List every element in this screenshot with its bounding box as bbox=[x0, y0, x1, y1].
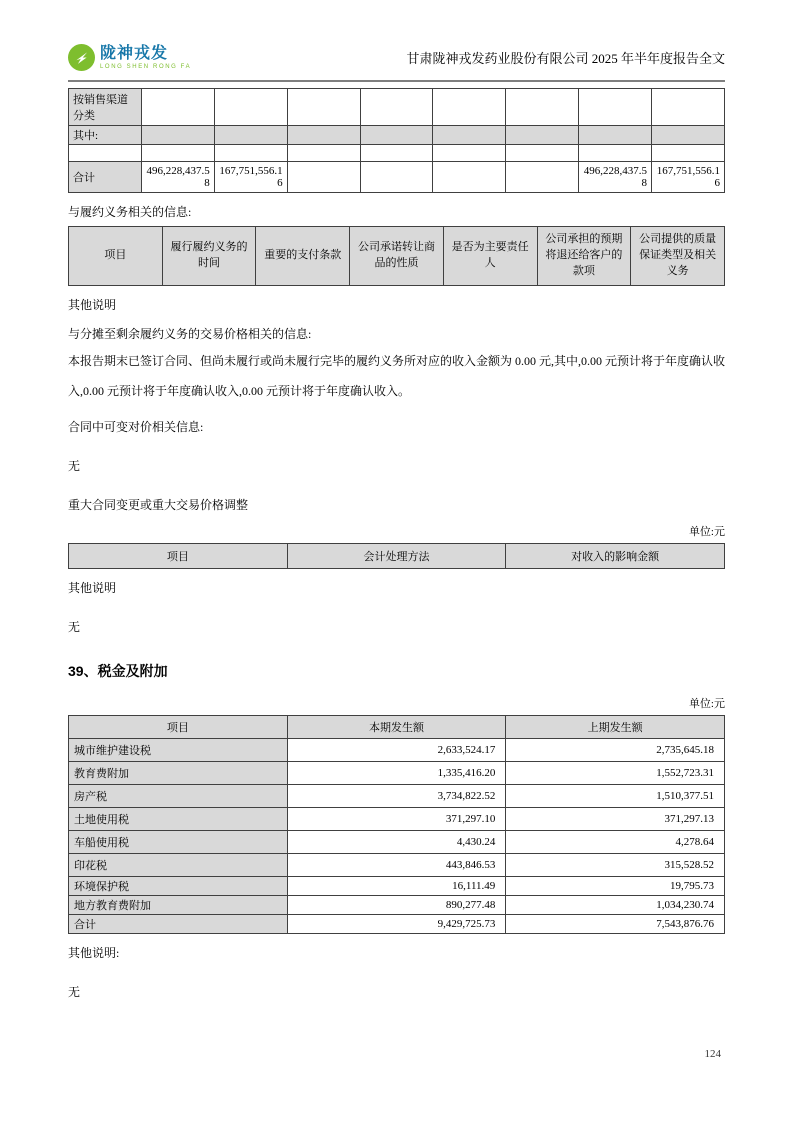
current-amount-cell: 443,846.53 bbox=[287, 854, 506, 877]
company-logo bbox=[68, 44, 191, 71]
empty-cell bbox=[360, 145, 433, 162]
column-header: 项目 bbox=[69, 227, 163, 286]
column-header: 是否为主要责任人 bbox=[443, 227, 537, 286]
sales-channel-table bbox=[68, 88, 725, 193]
tax-item-cell: 城市维护建设税 bbox=[69, 739, 288, 762]
prior-amount-cell: 1,552,723.31 bbox=[506, 762, 725, 785]
tax-item-cell: 地方教育费附加 bbox=[69, 896, 288, 915]
empty-cell bbox=[506, 126, 579, 145]
table-header-row bbox=[69, 227, 725, 286]
empty-cell bbox=[652, 145, 725, 162]
column-header: 项目 bbox=[69, 544, 288, 569]
row-label-cell: 按销售渠道分类 bbox=[69, 89, 142, 126]
tax-item-cell: 土地使用税 bbox=[69, 808, 288, 831]
column-header: 对收入的影响金额 bbox=[506, 544, 725, 569]
logo-subtext: LONG SHEN RONG FA bbox=[100, 63, 192, 70]
prior-amount-cell: 2,735,645.18 bbox=[506, 739, 725, 762]
empty-cell bbox=[287, 89, 360, 126]
page-header bbox=[68, 0, 725, 82]
remaining-price-info: 与分摊至剩余履约义务的交易价格相关的信息: bbox=[68, 327, 312, 341]
empty-cell bbox=[360, 162, 433, 193]
table-row bbox=[69, 896, 725, 915]
empty-cell bbox=[141, 145, 214, 162]
major-changes-label: 重大合同变更或重大交易价格调整 bbox=[68, 498, 249, 512]
obligation-intro: 与履约义务相关的信息: bbox=[68, 205, 192, 219]
prior-amount-cell: 371,297.13 bbox=[506, 808, 725, 831]
none-text: 无 bbox=[68, 620, 81, 634]
empty-cell bbox=[214, 126, 287, 145]
table-row bbox=[69, 877, 725, 896]
total-value-cell: 496,228,437.58 bbox=[579, 162, 652, 193]
current-amount-cell: 890,277.48 bbox=[287, 896, 506, 915]
prior-amount-cell: 4,278.64 bbox=[506, 831, 725, 854]
table-row bbox=[69, 145, 725, 162]
empty-cell bbox=[287, 145, 360, 162]
empty-cell bbox=[506, 162, 579, 193]
table-row bbox=[69, 762, 725, 785]
revenue-paragraph: 本报告期末已签订合同、但尚未履行或尚未履行完毕的履约义务所对应的收入金额为 0.00 元,其中,0.00 元预计将于年度确认收入,0.00 元预计将于年度确认收入,0.00 元预计将于年度确认收入。 bbox=[68, 354, 726, 398]
empty-cell bbox=[506, 89, 579, 126]
empty-cell bbox=[360, 89, 433, 126]
tax-item-cell: 环境保护税 bbox=[69, 877, 288, 896]
table-row bbox=[69, 808, 725, 831]
table-row bbox=[69, 739, 725, 762]
prior-amount-cell: 315,528.52 bbox=[506, 854, 725, 877]
none-text: 无 bbox=[68, 459, 81, 473]
row-label-cell: 合计 bbox=[69, 162, 142, 193]
empty-cell bbox=[287, 162, 360, 193]
none-text: 无 bbox=[68, 985, 81, 999]
column-header: 会计处理方法 bbox=[287, 544, 506, 569]
empty-cell bbox=[652, 89, 725, 126]
prior-amount-cell: 7,543,876.76 bbox=[506, 915, 725, 934]
empty-cell bbox=[69, 145, 142, 162]
table-total-row bbox=[69, 915, 725, 934]
obligation-table bbox=[68, 226, 725, 286]
empty-cell bbox=[579, 145, 652, 162]
tax-item-cell: 房产税 bbox=[69, 785, 288, 808]
table-header-row bbox=[69, 716, 725, 739]
empty-cell bbox=[433, 145, 506, 162]
empty-cell bbox=[141, 89, 214, 126]
unit-label: 单位:元 bbox=[688, 526, 725, 538]
column-header: 重要的支付条款 bbox=[256, 227, 350, 286]
current-amount-cell: 1,335,416.20 bbox=[287, 762, 506, 785]
table-row bbox=[69, 89, 725, 126]
prior-amount-cell: 19,795.73 bbox=[506, 877, 725, 896]
other-note-label: 其他说明 bbox=[68, 298, 117, 312]
table-row bbox=[69, 126, 725, 145]
empty-cell bbox=[141, 126, 214, 145]
column-header: 项目 bbox=[69, 716, 288, 739]
empty-cell bbox=[506, 145, 579, 162]
column-header: 履行履约义务的时间 bbox=[162, 227, 256, 286]
column-header: 上期发生额 bbox=[506, 716, 725, 739]
tax-surcharge-table bbox=[68, 715, 725, 934]
variable-consideration-label: 合同中可变对价相关信息: bbox=[68, 420, 204, 434]
total-value-cell: 167,751,556.16 bbox=[214, 162, 287, 193]
column-header: 公司承担的预期将退还给客户的款项 bbox=[537, 227, 631, 286]
empty-cell bbox=[433, 126, 506, 145]
table-row bbox=[69, 854, 725, 877]
column-header: 本期发生额 bbox=[287, 716, 506, 739]
logo-icon bbox=[68, 44, 95, 71]
accounting-method-table bbox=[68, 543, 725, 569]
empty-cell bbox=[287, 126, 360, 145]
total-value-cell: 167,751,556.16 bbox=[652, 162, 725, 193]
logo-name: 陇神戎发 bbox=[100, 44, 169, 62]
prior-amount-cell: 1,510,377.51 bbox=[506, 785, 725, 808]
current-amount-cell: 3,734,822.52 bbox=[287, 785, 506, 808]
current-amount-cell: 4,430.24 bbox=[287, 831, 506, 854]
empty-cell bbox=[579, 89, 652, 126]
other-note-label: 其他说明: bbox=[68, 946, 120, 960]
column-header: 公司提供的质量保证类型及相关义务 bbox=[631, 227, 725, 286]
empty-cell bbox=[214, 145, 287, 162]
empty-cell bbox=[579, 126, 652, 145]
tax-item-cell: 教育费附加 bbox=[69, 762, 288, 785]
empty-cell bbox=[652, 126, 725, 145]
current-amount-cell: 2,633,524.17 bbox=[287, 739, 506, 762]
table-row bbox=[69, 785, 725, 808]
unit-label: 单位:元 bbox=[688, 698, 725, 710]
table-header-row bbox=[69, 544, 725, 569]
current-amount-cell: 16,111.49 bbox=[287, 877, 506, 896]
page-number: 124 bbox=[704, 1048, 721, 1060]
tax-item-cell: 车船使用税 bbox=[69, 831, 288, 854]
column-header: 公司承诺转让商品的性质 bbox=[350, 227, 444, 286]
empty-cell bbox=[360, 126, 433, 145]
empty-cell bbox=[214, 89, 287, 126]
total-value-cell: 496,228,437.58 bbox=[141, 162, 214, 193]
current-amount-cell: 371,297.10 bbox=[287, 808, 506, 831]
table-row bbox=[69, 831, 725, 854]
row-label-cell: 其中: bbox=[69, 126, 142, 145]
section-heading-39: 39、税金及附加 bbox=[68, 663, 168, 679]
report-title: 甘肃陇神戎发药业股份有限公司 2025 年半年度报告全文 bbox=[406, 51, 725, 66]
empty-cell bbox=[433, 89, 506, 126]
other-note-label: 其他说明 bbox=[68, 581, 117, 595]
tax-item-cell: 印花税 bbox=[69, 854, 288, 877]
current-amount-cell: 9,429,725.73 bbox=[287, 915, 506, 934]
prior-amount-cell: 1,034,230.74 bbox=[506, 896, 725, 915]
empty-cell bbox=[433, 162, 506, 193]
tax-item-cell: 合计 bbox=[69, 915, 288, 934]
table-row bbox=[69, 162, 725, 193]
